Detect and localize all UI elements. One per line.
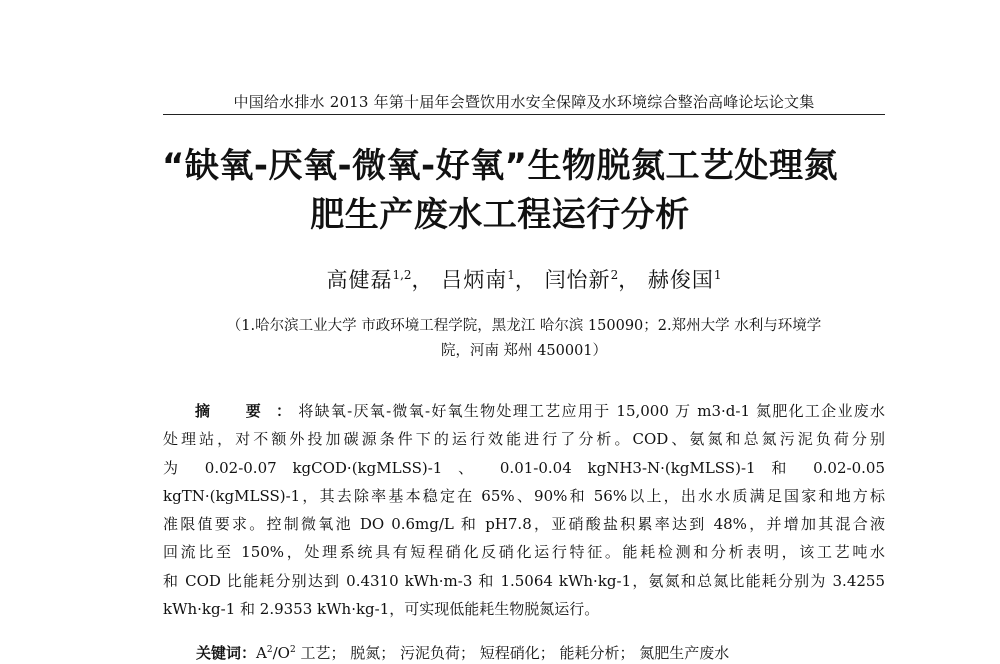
abstract-line: 为 0.02-0.07 kgCOD·(kgMLSS)-1 、 0.01-0.04 kgNH3-N·(kgMLSS)-1 和 0.02-0.05 xyxy=(163,458,885,477)
author-name: 赫俊国 xyxy=(647,268,714,292)
author-affil-mark: 1 xyxy=(713,268,722,282)
formula-sup: 2 xyxy=(289,645,296,655)
author-separator: ， xyxy=(411,268,434,292)
abstract-label: 摘 要： xyxy=(195,402,307,420)
title-line-1: “缺氧-厌氧-微氧-好氧”生物脱氮工艺处理氮 xyxy=(161,146,839,186)
keyword-formula xyxy=(256,644,296,662)
author-name: 吕炳南 xyxy=(441,268,508,292)
title-line-2: 肥生产废水工程运行分析 xyxy=(310,195,690,235)
abstract-line xyxy=(163,397,885,425)
header-rule xyxy=(163,114,885,115)
abstract-line: 处理站，对不额外投加碳源条件下的运行效能进行了分析。COD、氨氮和总氮污泥负荷分别 xyxy=(163,430,885,449)
author-list xyxy=(163,264,885,294)
author-separator: ， xyxy=(618,268,641,292)
author-name: 闫怡新 xyxy=(544,268,611,292)
affiliation-line-2: 院，河南 郑州 450001） xyxy=(440,343,608,359)
keywords xyxy=(196,642,886,663)
running-header: 中国给水排水 2013 年第十届年会暨饮用水安全保障及水环境综合整治高峰论坛论文集 xyxy=(233,93,815,111)
abstract-line: kgTN·(kgMLSS)-1，其去除率基本稳定在 65%、90%和 56%以上，出水水质满足国家和地方标 xyxy=(163,486,885,505)
author-affil-mark: 1 xyxy=(507,268,515,282)
author-name: 高健磊 xyxy=(326,268,393,292)
formula-part: /O xyxy=(272,644,290,662)
author-separator: ， xyxy=(514,268,537,292)
abstract-line: 回流比至 150%，处理系统具有短程硝化反硝化运行特征。能耗检测和分析表明，该工艺吨水 xyxy=(163,543,885,562)
abstract xyxy=(163,397,885,623)
abstract-line: kWh·kg-1 和 2.9353 kWh·kg-1，可实现低能耗生物脱氮运行。 xyxy=(163,600,600,619)
formula-sup: 2 xyxy=(266,645,273,655)
abstract-line: 准限值要求。控制微氧池 DO 0.6mg/L 和 pH7.8，亚硝酸盐积累率达到 48%，并增加其混合液 xyxy=(163,515,885,534)
abstract-text: 将缺氧-厌氧-微氧-好氧生物处理工艺应用于 15,000 万 m3·d-1 氮肥化工企业废水 xyxy=(298,402,885,420)
author-affil-mark: 2 xyxy=(610,268,619,282)
paper-title xyxy=(120,142,880,240)
author-affil-mark: 1,2 xyxy=(392,268,412,282)
affiliation-line-1: （1.哈尔滨工业大学 市政环境工程学院，黑龙江 哈尔滨 150090；2.郑州大学 水利与环境学 xyxy=(226,318,822,334)
formula-part: A xyxy=(256,644,267,662)
abstract-line: 和 COD 比能耗分别达到 0.4310 kWh·m-3 和 1.5064 kWh·kg-1，氨氮和总氮比能耗分别为 3.4255 xyxy=(163,571,885,590)
affiliations xyxy=(163,314,885,364)
keywords-text: 工艺； 脱氮； 污泥负荷； 短程硝化； 能耗分析； 氮肥生产废水 xyxy=(295,644,730,662)
keywords-label: 关键词： xyxy=(196,644,257,662)
